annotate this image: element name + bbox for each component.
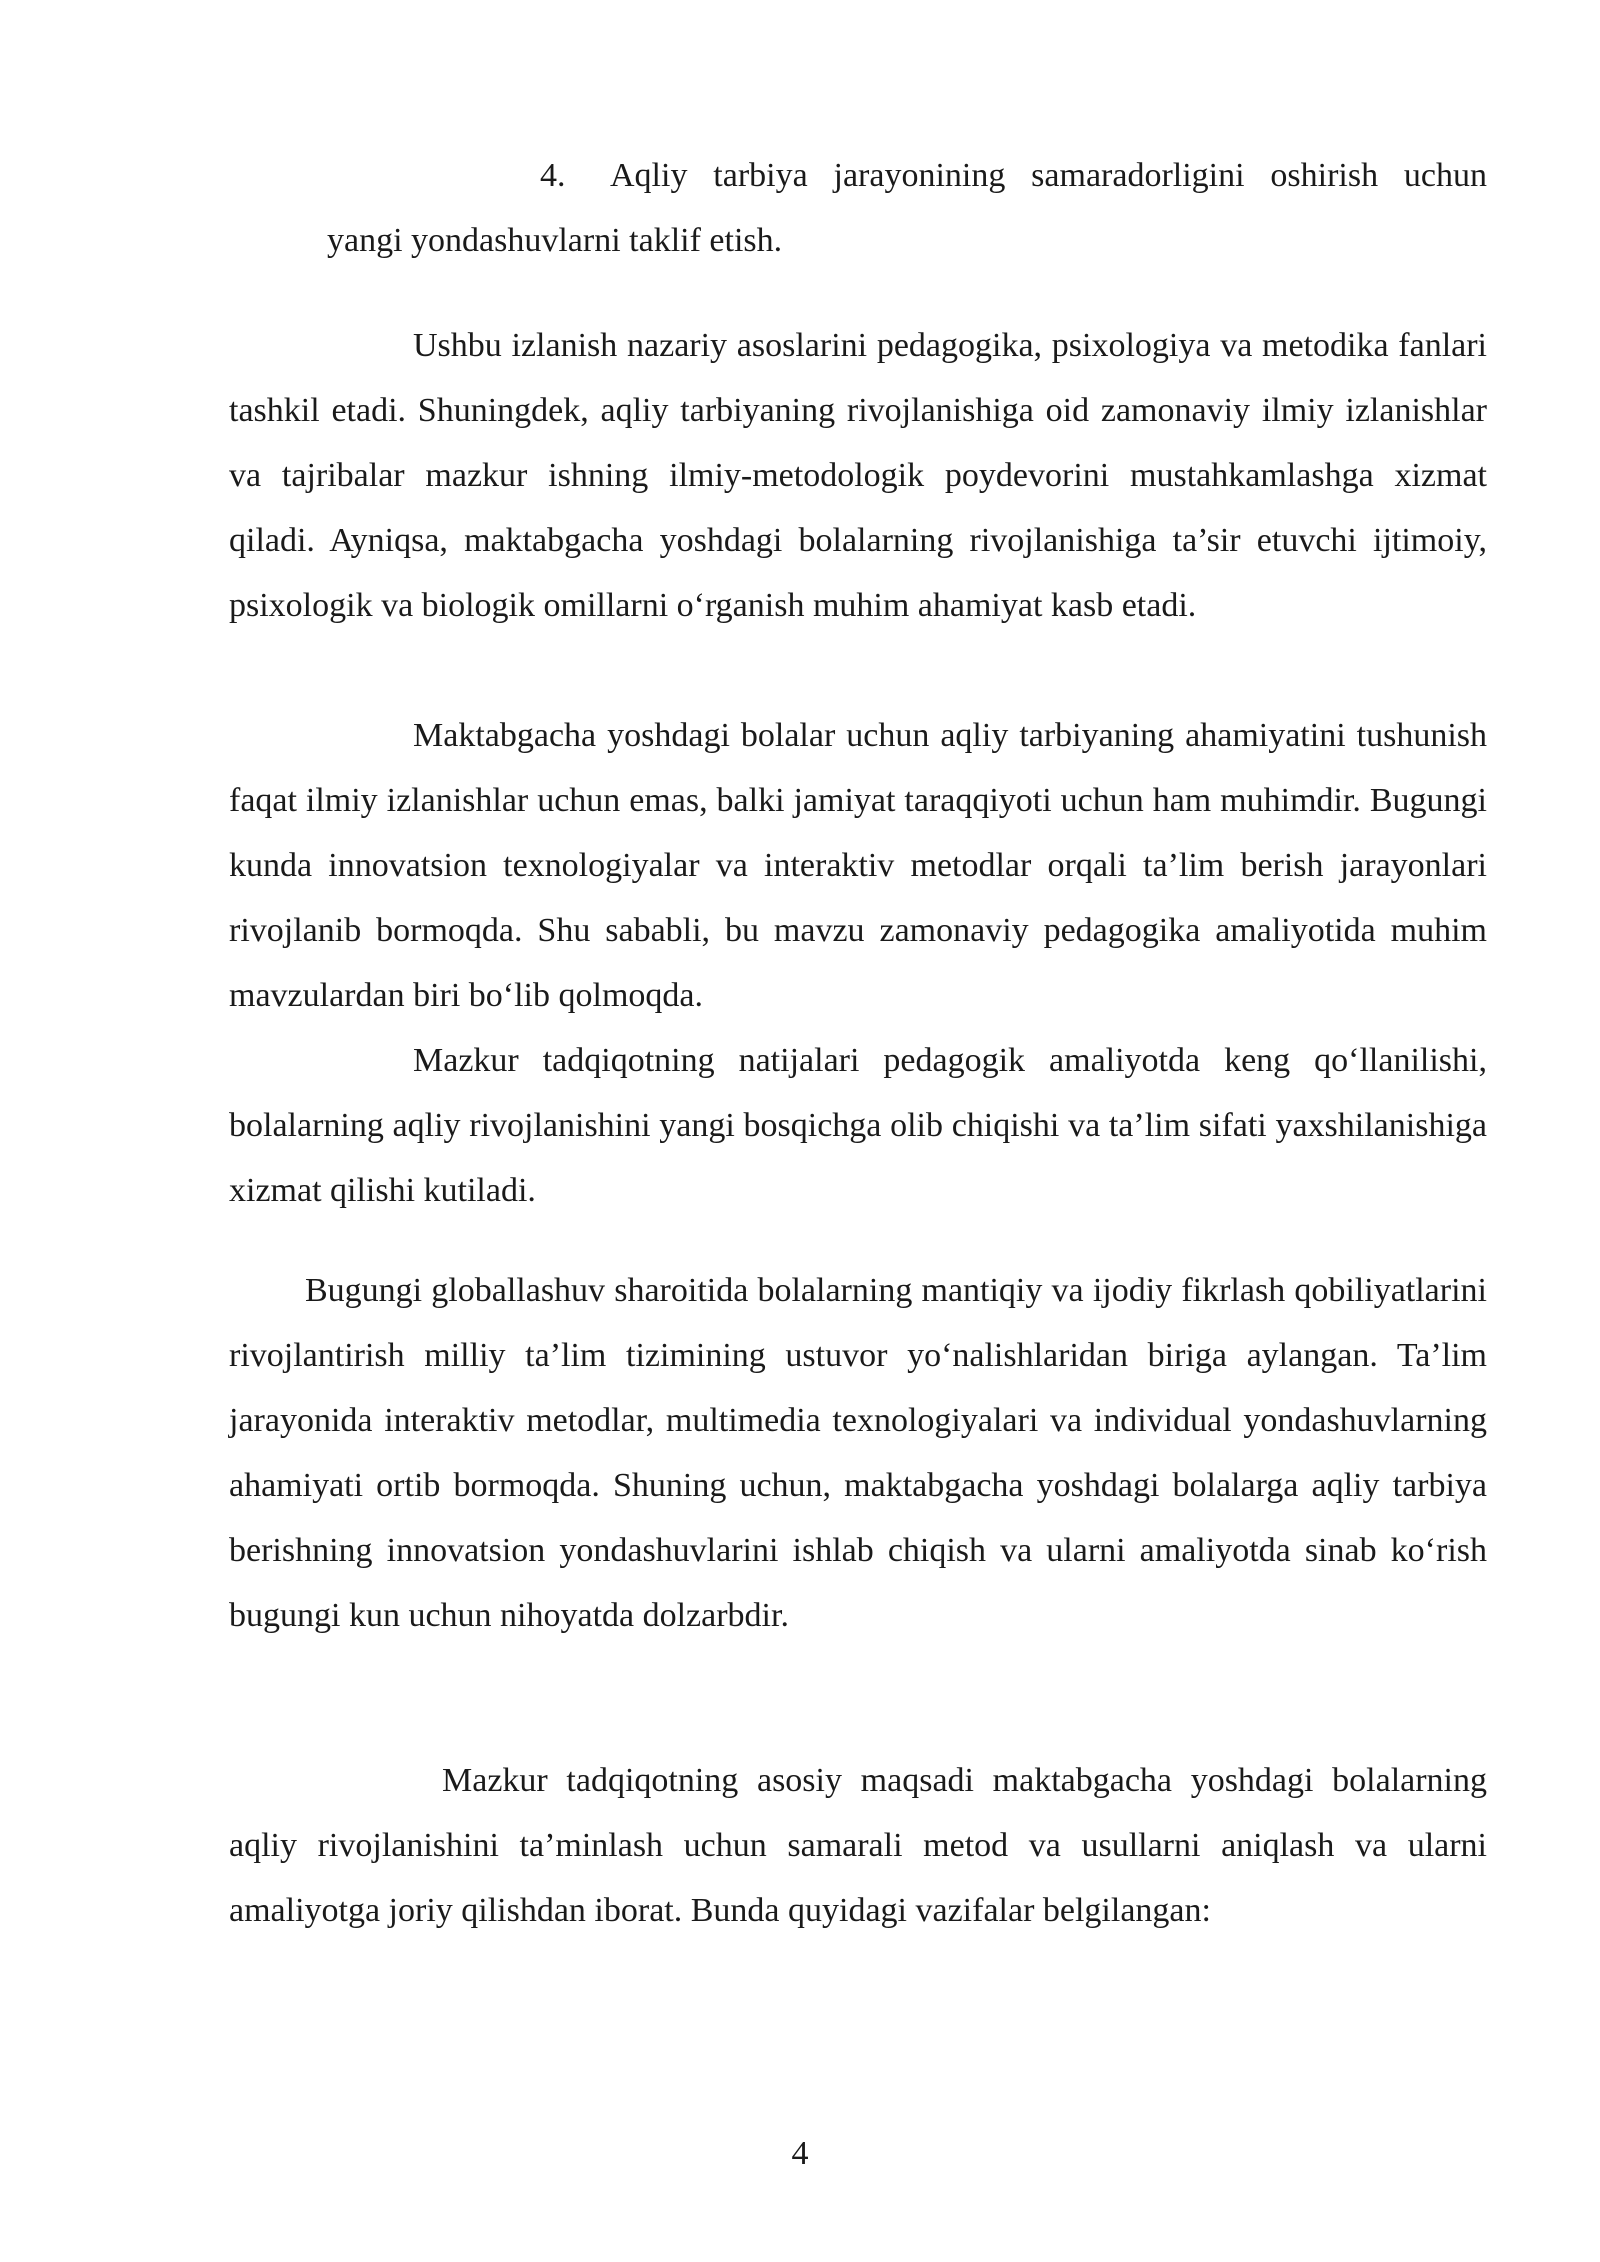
list-item-4 xyxy=(327,143,1487,273)
page-number: 4 xyxy=(791,2135,809,2172)
paragraph-expected-results: Mazkur tadqiqotning natijalari pedagogik amaliyotda keng qo‘llanilishi, bolalarning aqliy rivojlanishini yangi bosqichga olib chiqishi va ta’lim sifati yaxshilanishiga xizmat qilishi kutiladi. xyxy=(229,1042,1487,1209)
paragraph-research-goal: Mazkur tadqiqotning asosiy maqsadi maktabgacha yoshdagi bolalarning aqliy rivojlanishini ta’minlash uchun samarali metod va usullarni aniqlash va ularni amaliyotga joriy qilishdan iborat. Bunda quyidagi vazifalar belgilangan: xyxy=(229,1762,1487,1929)
list-item-number: 4. xyxy=(540,157,566,194)
list-item-continuation: yangi yondashuvlarni taklif etish. xyxy=(327,222,783,259)
paragraph-relevance: Bugungi globallashuv sharoitida bolalarning mantiqiy va ijodiy fikrlash qobiliyatlarini rivojlantirish milliy ta’lim tizimining ustuvor yo‘nalishlaridan biriga aylangan. Ta’lim jarayonida interaktiv metodlar, multimedia texnologiyalari va individual yondashuvlarning ahamiyati ortib bormoqda. Shuning uchun, maktabgacha yoshdagi bolalarga aqliy tarbiya berishning innovatsion yondashuvlarini ishlab chiqish va ularni amaliyotda sinab ko‘rish bugungi kun uchun nihoyatda dolzarbdir. xyxy=(229,1272,1487,1634)
paragraph-theoretical-basis: Ushbu izlanish nazariy asoslarini pedagogika, psixologiya va metodika fanlari tashkil etadi. Shuningdek, aqliy tarbiyaning rivojlanishiga oid zamonaviy ilmiy izlanishlar va tajribalar mazkur ishning ilmiy-metodologik poydevorini mustahkamlashga xizmat qiladi. Ayniqsa, maktabgacha yoshdagi bolalarning rivojlanishiga ta’sir etuvchi ijtimoiy, psixologik va biologik omillarni o‘rganish muhim ahamiyat kasb etadi. xyxy=(229,327,1487,624)
list-item-text: Aqliy tarbiya jarayonining samaradorligini oshirish uchun xyxy=(610,157,1487,194)
list-item-line1 xyxy=(0,143,1487,208)
paragraph-importance: Maktabgacha yoshdagi bolalar uchun aqliy tarbiyaning ahamiyatini tushunish faqat ilmiy izlanishlar uchun emas, balki jamiyat taraqqiyoti uchun ham muhimdir. Bugungi kunda innovatsion texnologiyalar va interaktiv metodlar orqali ta’lim berish jarayonlari rivojlanib bormoqda. Shu sababli, bu mavzu zamonaviy pedagogika amaliyotida muhim mavzulardan biri bo‘lib qolmoqda. xyxy=(229,717,1487,1014)
